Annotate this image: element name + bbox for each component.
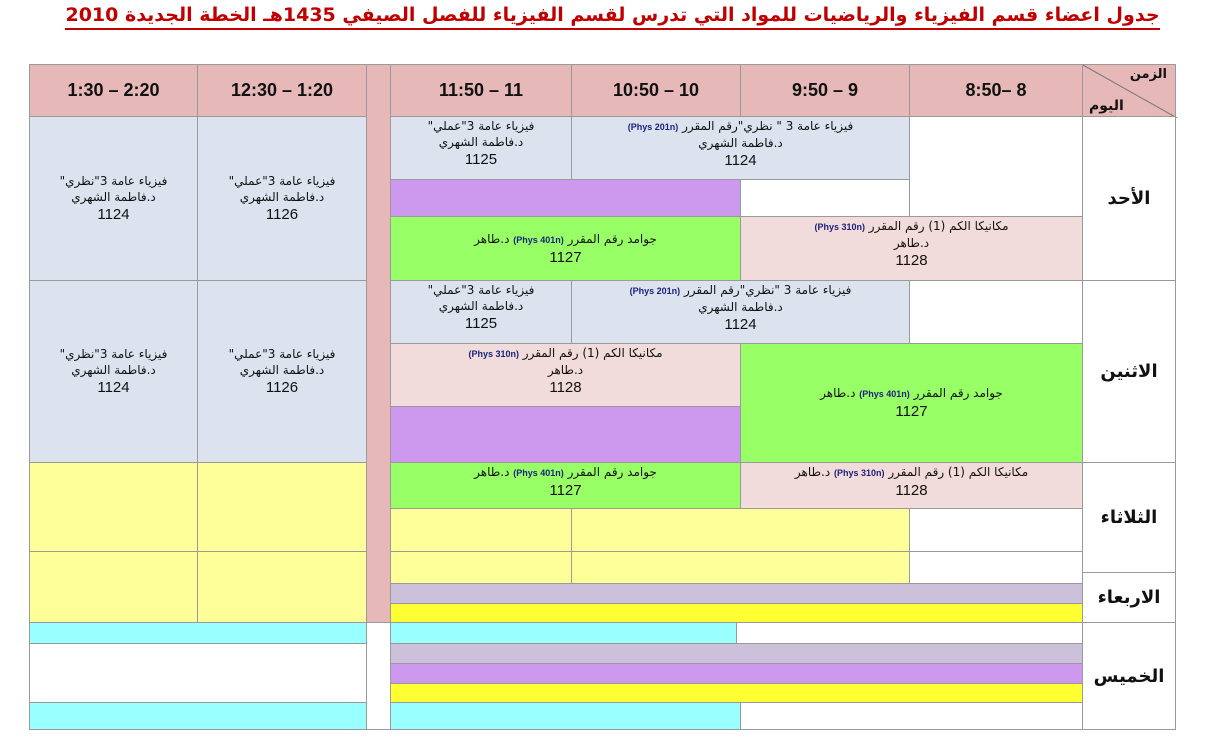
sun-phys310: مكانيكا الكم (1) رقم المقرر (Phys 310n) د.طاهر 1128 bbox=[740, 216, 1083, 281]
mon-purple-block bbox=[390, 406, 741, 463]
tue-pm-2 bbox=[29, 462, 198, 552]
mon-pm-lab: فيزياء عامة 3"عملي" د.فاطمة الشهري 1126 bbox=[197, 280, 367, 463]
corner-day-label: اليوم bbox=[1089, 98, 1124, 114]
tue-pm-1 bbox=[197, 462, 367, 552]
tue-phys401: جوامد رقم المقرر (Phys 401n) د.طاهر 1127 bbox=[390, 462, 741, 509]
mon-slot1-empty bbox=[909, 280, 1083, 344]
thu-yellow-bar bbox=[390, 683, 1083, 703]
mon-lab: فيزياء عامة 3"عملي" د.فاطمة الشهري 1125 bbox=[390, 280, 572, 344]
mon-pm-theory: فيزياء عامة 3"نظري" د.فاطمة الشهري 1124 bbox=[29, 280, 198, 463]
day-tuesday: الثلاثاء bbox=[1082, 462, 1176, 573]
break-column-lower bbox=[366, 622, 391, 730]
day-sunday: الأحد bbox=[1082, 116, 1176, 281]
slot-header-1: 8:50– 8 bbox=[909, 64, 1083, 117]
mon-phys401: جوامد رقم المقرر (Phys 401n) د.طاهر 1127 bbox=[740, 343, 1083, 463]
thu-cyan-left-top bbox=[29, 622, 367, 644]
wed-pm-1 bbox=[197, 551, 367, 623]
slot-header-3: 10:50 – 10 bbox=[571, 64, 741, 117]
sun-phys401: جوامد رقم المقرر (Phys 401n) د.طاهر 1127 bbox=[390, 216, 741, 281]
wed-yellow-bar bbox=[390, 603, 1083, 623]
sun-purple-block bbox=[390, 179, 741, 217]
mon-phys201: فيزياء عامة 3 "نظري"رقم المقرر (Phys 201n) د.فاطمة الشهري 1124 bbox=[571, 280, 910, 344]
thu-empty-left bbox=[29, 643, 367, 703]
slot-header-5: 12:30 – 1:20 bbox=[197, 64, 367, 117]
thu-empty-top bbox=[736, 622, 1083, 644]
thu-cyan-left-bottom bbox=[29, 702, 367, 730]
wed-yellow-a bbox=[571, 551, 910, 584]
sun-lab: فيزياء عامة 3"عملي" د.فاطمة الشهري 1125 bbox=[390, 116, 572, 180]
thu-cyan-mid-bottom bbox=[390, 702, 741, 730]
tue-yellow-a bbox=[571, 508, 910, 552]
slot-header-4: 11:50 – 11 bbox=[390, 64, 572, 117]
sun-phys201: فيزياء عامة 3 " نظري"رقم المقرر (Phys 201n) د.فاطمة الشهري 1124 bbox=[571, 116, 910, 180]
slot-header-6: 1:30 – 2:20 bbox=[29, 64, 198, 117]
thu-empty-bottom bbox=[740, 702, 1083, 730]
sun-empty-cell bbox=[740, 179, 910, 217]
sun-pm-theory: فيزياء عامة 3"نظري" د.فاطمة الشهري 1124 bbox=[29, 116, 198, 281]
mon-phys310: مكانيكا الكم (1) رقم المقرر (Phys 310n) د.طاهر 1128 bbox=[390, 343, 741, 407]
break-column bbox=[366, 64, 391, 623]
day-wednesday: الاربعاء bbox=[1082, 572, 1176, 623]
day-thursday: الخميس bbox=[1082, 622, 1176, 730]
wed-empty-1 bbox=[909, 551, 1083, 584]
tue-empty-1 bbox=[909, 508, 1083, 552]
wed-yellow-b bbox=[390, 551, 572, 584]
tue-yellow-b bbox=[390, 508, 572, 552]
corner-header bbox=[1082, 64, 1176, 117]
sun-pm-lab: فيزياء عامة 3"عملي" د.فاطمة الشهري 1126 bbox=[197, 116, 367, 281]
thu-cyan-mid-top bbox=[390, 622, 737, 644]
day-monday: الاثنين bbox=[1082, 280, 1176, 463]
page-title: جدول اعضاء قسم الفيزياء والرياضيات للمواد التي تدرس لقسم الفيزياء للفصل الصيفي 1435هـ الخطة الجديدة 2010 bbox=[0, 4, 1225, 26]
slot-header-2: 9:50 – 9 bbox=[740, 64, 910, 117]
thu-lavender-bar bbox=[390, 643, 1083, 664]
wed-lavender-bar bbox=[390, 583, 1083, 604]
tue-phys310: مكانيكا الكم (1) رقم المقرر (Phys 310n) د.طاهر 1128 bbox=[740, 462, 1083, 509]
wed-pm-2 bbox=[29, 551, 198, 623]
thu-purple-bar bbox=[390, 663, 1083, 684]
corner-time-label: الزمن bbox=[1129, 67, 1167, 82]
sun-slot1-empty bbox=[909, 116, 1083, 217]
